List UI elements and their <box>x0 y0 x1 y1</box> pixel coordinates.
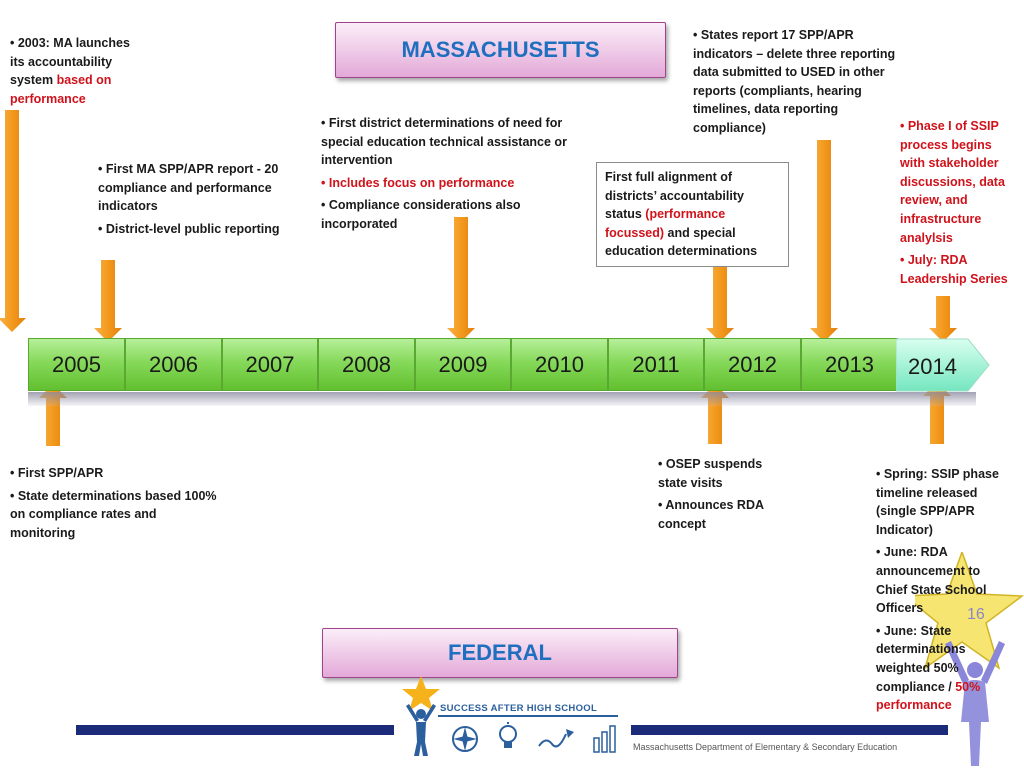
note-ssip-b2: • July: RDA Leadership Series <box>900 253 1008 286</box>
arrow-2012-down <box>706 267 734 342</box>
year-2011: 2011 <box>608 338 704 391</box>
growth-arrow-icon <box>536 724 578 752</box>
note-first-spp-apr <box>10 464 225 546</box>
massachusetts-title: MASSACHUSETTS <box>401 37 600 62</box>
note-2003 <box>10 34 160 108</box>
federal-title: FEDERAL <box>448 640 552 665</box>
timeline-shadow <box>28 392 976 406</box>
year-2008: 2008 <box>318 338 415 391</box>
year-2006: 2006 <box>125 338 222 391</box>
year-2007: 2007 <box>222 338 318 391</box>
year-2012: 2012 <box>704 338 801 391</box>
note-spring-b3-red: 50% performance <box>876 679 981 713</box>
note-spring-2014 <box>876 465 1004 719</box>
note-osep <box>658 455 793 537</box>
note-ssip <box>900 117 1018 292</box>
note-osep-b2: • Announces RDA concept <box>658 498 764 531</box>
note-spring-b3 <box>876 622 1004 715</box>
arrow-2014-down <box>929 296 957 342</box>
note-first-ma-spp-b1: • First MA SPP/APR report - 20 compliance and performance indicators <box>98 162 279 214</box>
note-first-spp-b2: • State determinations based 100% on compliance rates and monitoring <box>10 488 217 540</box>
footer-text: Massachusetts Department of Elementary & Secondary Education <box>633 742 898 752</box>
note-spring-b1: • Spring: SSIP phase timeline released (single SPP/APR Indicator) <box>876 467 999 537</box>
star-person-icon <box>400 676 442 758</box>
arrow-2013-down <box>810 140 838 342</box>
note-states-17-b1: • States report 17 SPP/APR indicators – delete three reporting data submitted to USED in other reports (compliants, hearing timelines, data reporting compliance) <box>693 28 896 135</box>
bar-chart-icon <box>592 724 620 754</box>
lightbulb-icon <box>495 722 521 754</box>
note-2003-highlight: based on <box>56 73 112 88</box>
timeline <box>28 338 898 391</box>
note-spring-b3-text: • June: State determinations weighted 50% compliance / <box>876 623 966 694</box>
note-states-17 <box>693 26 898 142</box>
note-2003-line3: system <box>10 73 57 88</box>
note-alignment-box <box>596 162 789 267</box>
note-district-b1: • First district determinations of need for special education technical assistance or intervention <box>321 116 567 168</box>
note-2003-line1: • 2003: MA launches <box>10 36 130 50</box>
year-2013: 2013 <box>801 338 898 391</box>
note-2003-line2: its accountability <box>10 54 113 69</box>
footer-bar-left <box>76 725 394 735</box>
note-spring-b2: • June: RDA announcement to Chief State School Officers <box>876 545 987 616</box>
note-district-determinations <box>321 114 599 238</box>
note-alignment-t2: (performance focussed) <box>605 207 726 240</box>
page-number: 16 <box>967 606 985 623</box>
note-first-ma-spp <box>98 160 288 242</box>
note-first-ma-spp-b2: • District-level public reporting <box>98 221 280 236</box>
note-osep-b1: • OSEP suspends state visits <box>658 457 763 490</box>
note-alignment-t1: First full alignment of districts’ accountability status <box>605 170 744 222</box>
note-first-spp-b1: • First SPP/APR <box>10 466 104 480</box>
note-alignment-t3: and special education determinations <box>605 225 758 259</box>
note-district-b2: • Includes focus on performance <box>321 175 515 190</box>
year-2014: 2014 <box>908 354 957 379</box>
logo-underline <box>438 715 618 717</box>
note-2003-line4: performance <box>10 91 86 106</box>
compass-icon <box>450 724 480 754</box>
arrow-2005-down <box>94 260 122 342</box>
arrow-2003-down <box>0 110 26 332</box>
note-ssip-b1: • Phase I of SSIP process begins with stakeholder discussions, data review, and infrastructure analylsis <box>900 119 1005 245</box>
year-2005: 2005 <box>28 338 125 391</box>
year-2009: 2009 <box>415 338 511 391</box>
note-district-b3: • Compliance considerations also incorporated <box>321 198 521 231</box>
year-2010: 2010 <box>511 338 608 391</box>
logo-text: SUCCESS AFTER HIGH SCHOOL <box>440 703 598 714</box>
footer-bar-right <box>631 725 948 735</box>
